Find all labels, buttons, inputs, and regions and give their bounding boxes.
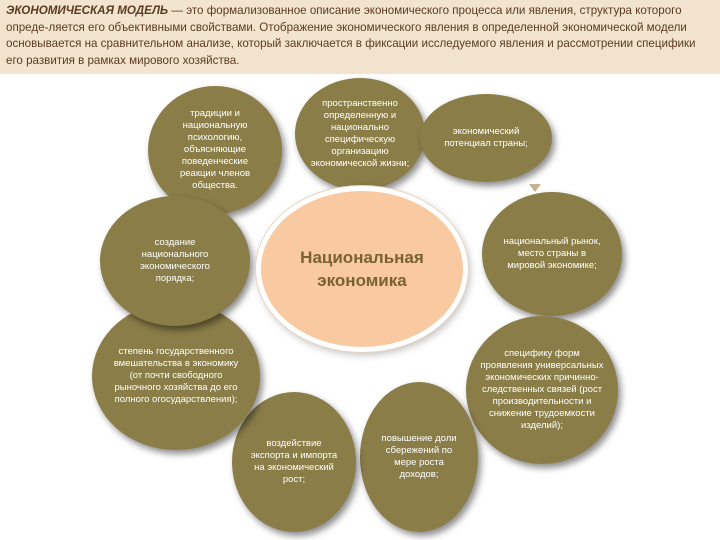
node-export-label: воздействие экспорта и импорта на экономический рост;	[250, 438, 338, 485]
node-traditions-label: традиции и национальную психологию, объясняющие поведенческие реакции членов общества.	[179, 108, 251, 191]
center-title-line2: экономика	[317, 271, 407, 290]
definition-header	[0, 0, 720, 74]
node-savings-label: повышение доли сбережений по мере роста доходов;	[381, 433, 457, 480]
center-node	[256, 186, 468, 352]
definition-term: ЭКОНОМИЧЕСКАЯ МОДЕЛЬ	[6, 4, 169, 17]
center-title-line1: Национальная	[300, 248, 424, 267]
node-state-label: степень государственного вмешательства в экономику (от почти свободного рыночного хозяйства до его полного огосударствления);	[113, 346, 239, 405]
node-order-label: создание национального экономического порядка;	[140, 237, 210, 284]
node-spatial-label: пространственно определенную и национально специфическую организацию экономической жизни;	[310, 98, 410, 169]
node-spatial	[295, 78, 425, 190]
node-savings	[360, 382, 478, 532]
node-market	[482, 192, 622, 316]
node-forms	[466, 316, 618, 464]
node-market-label: национальный рынок, место страны в мировой экономике;	[503, 236, 601, 271]
node-traditions	[148, 86, 282, 214]
node-export	[232, 392, 356, 532]
node-forms-label: специфику форм проявления универсальных экономических причинно-следственных связей (рост производительности и снижение трудоемкости изделий);	[480, 348, 604, 431]
node-order	[100, 196, 250, 326]
definition-text: — это формализованное описание экономического процесса или явления, структура которого опреде-ляется его объективными свойствами. Отображение экономического явления в определенной экономической модели основывается на сравнительном анализе, который заключается в фиксации исследуемого явления и рассмотрении специфики его развития в рамках мирового хозяйства.	[6, 4, 696, 67]
node-potential-label: экономический потенциал страны;	[444, 126, 528, 149]
node-potential	[420, 94, 552, 182]
flow-arrow-icon	[529, 184, 541, 192]
